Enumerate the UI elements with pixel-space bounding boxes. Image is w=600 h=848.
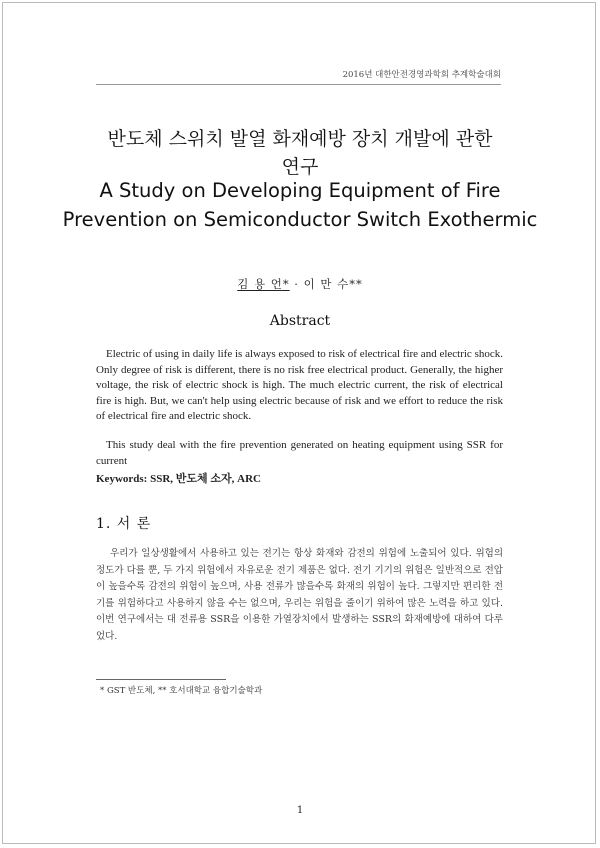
author-separator: · bbox=[289, 277, 304, 291]
author-line bbox=[60, 276, 540, 292]
english-title: A Study on Developing Equipment of Fire Prevention on Semiconductor Switch Exothermic bbox=[62, 179, 538, 231]
abstract-paragraph-1: Electric of using in daily life is always exposed to risk of electrical fire and electric shock. Only degree of risk is different, there is no risk free electrical product. Generally, the higher voltage, the risk of electric shock is high. The much electric current, the risk of electrical fire is high. But, we can't help using electric because of risk and we effort to reduce the risk of electrical fire and electric shock. bbox=[96, 348, 503, 422]
author-second-mark: ** bbox=[349, 277, 363, 291]
footnote-affiliations: * GST 반도체, ** 호서대학교 융합기술학과 bbox=[100, 686, 263, 696]
footnote-divider bbox=[96, 679, 226, 680]
author-first-mark: * bbox=[282, 277, 290, 291]
abstract-heading: Abstract bbox=[269, 313, 331, 329]
author-first-name: 김 용 언 bbox=[237, 277, 283, 291]
author-second-name: 이 만 수 bbox=[303, 277, 350, 291]
abstract-paragraph-2: This study deal with the fire prevention generated on heating equipment using SSR for current bbox=[96, 439, 503, 467]
author-first bbox=[237, 277, 289, 291]
introduction-paragraph: 우리가 일상생활에서 사용하고 있는 전기는 항상 화재와 감전의 위험에 노출되어 있다. 위험의 정도가 다를 뿐, 두 가지 위험에서 자유로운 전기 제품은 없다. 전기 기기의 위험은 일반적으로 전압이 높을수록 감전의 위험이 높으며, 사용 전류가 많을수록 화재의 위험이 높다. 그렇지만 편리한 전기를 위험하다고 사용하지 않을 수는 없으며, 우리는 위험을 줄이기 위하여 많은 노력을 하고 있다. 이번 연구에서는 대 전류용 SSR을 이용한 가열장치에서 발생하는 SSR의 화재예방에 대하여 다루었다. bbox=[96, 548, 503, 642]
korean-title-line-2: 연구 bbox=[281, 156, 319, 178]
page-number: 1 bbox=[296, 805, 304, 816]
section-heading-introduction: 1. 서 론 bbox=[96, 516, 152, 532]
keywords-label: Keywords: bbox=[96, 473, 148, 485]
keywords-values: SSR, 반도체 소자, ARC bbox=[150, 473, 261, 485]
keywords-line bbox=[96, 470, 503, 486]
running-header: 2016년 대한안전경영과학회 추계학술대회 bbox=[96, 68, 501, 85]
korean-title-line-1: 반도체 스위치 발열 화재예방 장치 개발에 관한 bbox=[107, 128, 493, 150]
